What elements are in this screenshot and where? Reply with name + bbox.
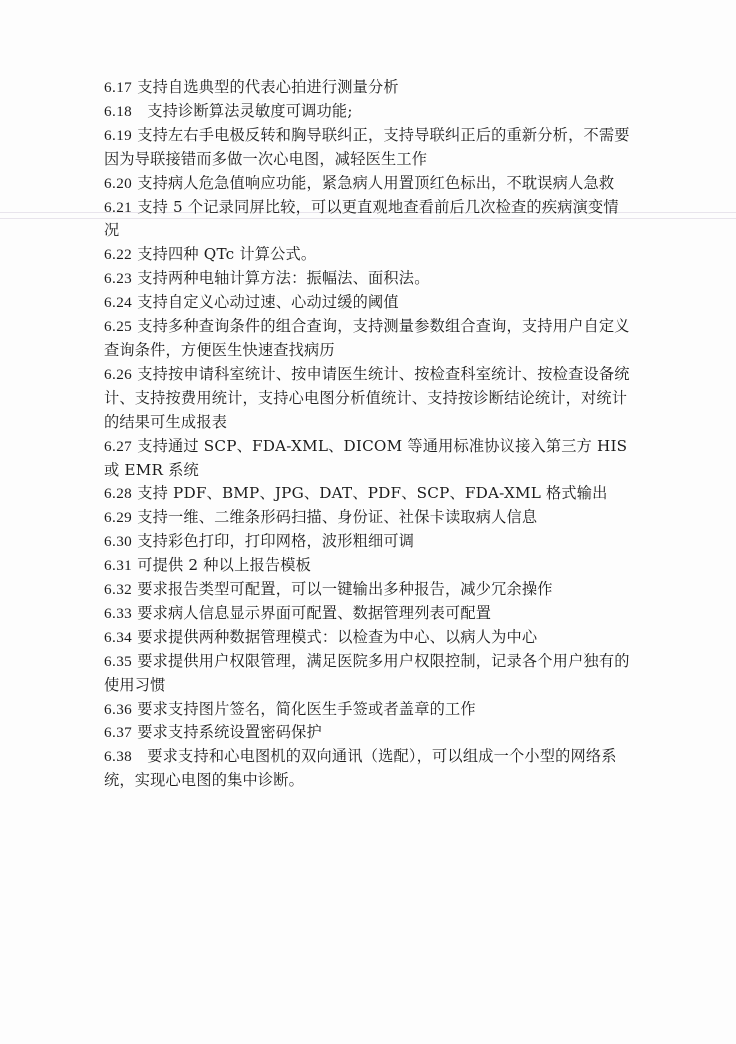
item-number: 6.31 [104, 557, 133, 575]
requirement-item [104, 291, 634, 315]
requirement-item [104, 698, 634, 722]
requirement-item [104, 315, 634, 363]
item-text: 支持按申请科室统计、按申请医生统计、按检查科室统计、按检查设备统计、支持按费用统计，支持心电图分析值统计、支持按诊断结论统计，对统计的结果可生成报表 [104, 364, 630, 431]
requirement-item [104, 124, 634, 172]
requirement-item [104, 243, 634, 267]
item-number: 6.27 [104, 437, 133, 455]
item-text: 支持自定义心动过速、心动过缓的阈值 [137, 293, 399, 312]
item-text: 支持彩色打印，打印网格，波形粗细可调 [137, 532, 415, 551]
item-number: 6.17 [104, 79, 133, 96]
requirement-item [104, 554, 634, 578]
item-text: 支持四种 QTc 计算公式。 [137, 245, 317, 264]
requirements-list [104, 76, 634, 793]
item-number: 6.30 [104, 533, 133, 551]
item-text: 支持 5 个记录同屏比较，可以更直观地查看前后几次检查的疾病演变情况 [104, 197, 619, 240]
requirement-item [104, 435, 634, 483]
requirement-item [104, 172, 634, 196]
item-number: 6.25 [104, 318, 133, 336]
item-text: 支持一维、二维条形码扫描、身份证、社保卡读取病人信息 [137, 508, 538, 527]
item-number: 6.19 [104, 126, 133, 144]
item-number: 6.37 [104, 724, 133, 742]
item-number: 6.33 [104, 604, 133, 622]
item-text: 支持左右手电极反转和胸导联纠正，支持导联纠正后的重新分析，不需要因为导联接错而多做一次心电图，减轻医生工作 [104, 125, 630, 168]
item-number: 6.38 [104, 748, 133, 766]
item-number: 6.22 [104, 246, 133, 264]
item-text: 可提供 2 种以上报告模板 [137, 556, 312, 575]
item-number: 6.18 [104, 102, 133, 120]
requirement-item [104, 721, 634, 745]
item-number: 6.20 [104, 174, 133, 192]
item-number: 6.34 [104, 628, 133, 646]
requirement-item [104, 602, 634, 626]
requirement-item [104, 745, 634, 793]
item-number: 6.28 [104, 485, 133, 503]
item-text: 支持通过 SCP、FDA-XML、DICOM 等通用标准协议接入第三方 HIS 或 EMR 系统 [104, 436, 628, 479]
requirement-item [104, 530, 634, 554]
item-number: 6.21 [104, 198, 133, 216]
item-text: 支持多种查询条件的组合查询，支持测量参数组合查询，支持用户自定义查询条件，方便医生快速查找病历 [104, 317, 630, 359]
requirement-item [104, 626, 634, 650]
requirement-item [104, 650, 634, 698]
item-text: 支持 PDF、BMP、JPG、DAT、PDF、SCP、FDA-XML 格式输出 [137, 484, 608, 503]
requirement-item [104, 506, 634, 530]
item-number: 6.36 [104, 700, 133, 718]
item-text: 要求提供用户权限管理，满足医院多用户权限控制，记录各个用户独有的使用习惯 [104, 651, 630, 694]
item-text: 支持病人危急值响应功能，紧急病人用置顶红色标出，不耽误病人急救 [137, 173, 615, 192]
item-text: 要求支持和心电图机的双向通讯（选配），可以组成一个小型的网络系统，实现心电图的集中诊断。 [104, 747, 617, 790]
item-number: 6.23 [104, 270, 133, 288]
requirement-item [104, 196, 634, 244]
item-text: 要求病人信息显示界面可配置、数据管理列表可配置 [137, 603, 492, 622]
requirement-item [104, 76, 634, 100]
item-number: 6.24 [104, 294, 133, 312]
item-number: 6.32 [104, 581, 133, 599]
item-text: 要求提供两种数据管理模式：以检查为中心、以病人为中心 [137, 627, 538, 646]
requirement-item [104, 482, 634, 506]
item-text: 支持诊断算法灵敏度可调功能; [147, 101, 353, 120]
item-number: 6.29 [104, 509, 133, 527]
requirement-item [104, 100, 634, 124]
requirement-item [104, 363, 634, 435]
item-number: 6.35 [104, 652, 133, 670]
requirement-item [104, 578, 634, 602]
item-number: 6.26 [104, 365, 133, 383]
item-text: 支持自选典型的代表心拍进行测量分析 [137, 78, 399, 96]
item-text: 要求支持图片签名，简化医生手签或者盖章的工作 [137, 699, 476, 718]
item-text: 要求支持系统设置密码保护 [137, 723, 322, 742]
requirement-item [104, 267, 634, 291]
item-text: 要求报告类型可配置，可以一键输出多种报告，减少冗余操作 [137, 580, 553, 599]
item-text: 支持两种电轴计算方法：振幅法、面积法。 [137, 269, 430, 288]
